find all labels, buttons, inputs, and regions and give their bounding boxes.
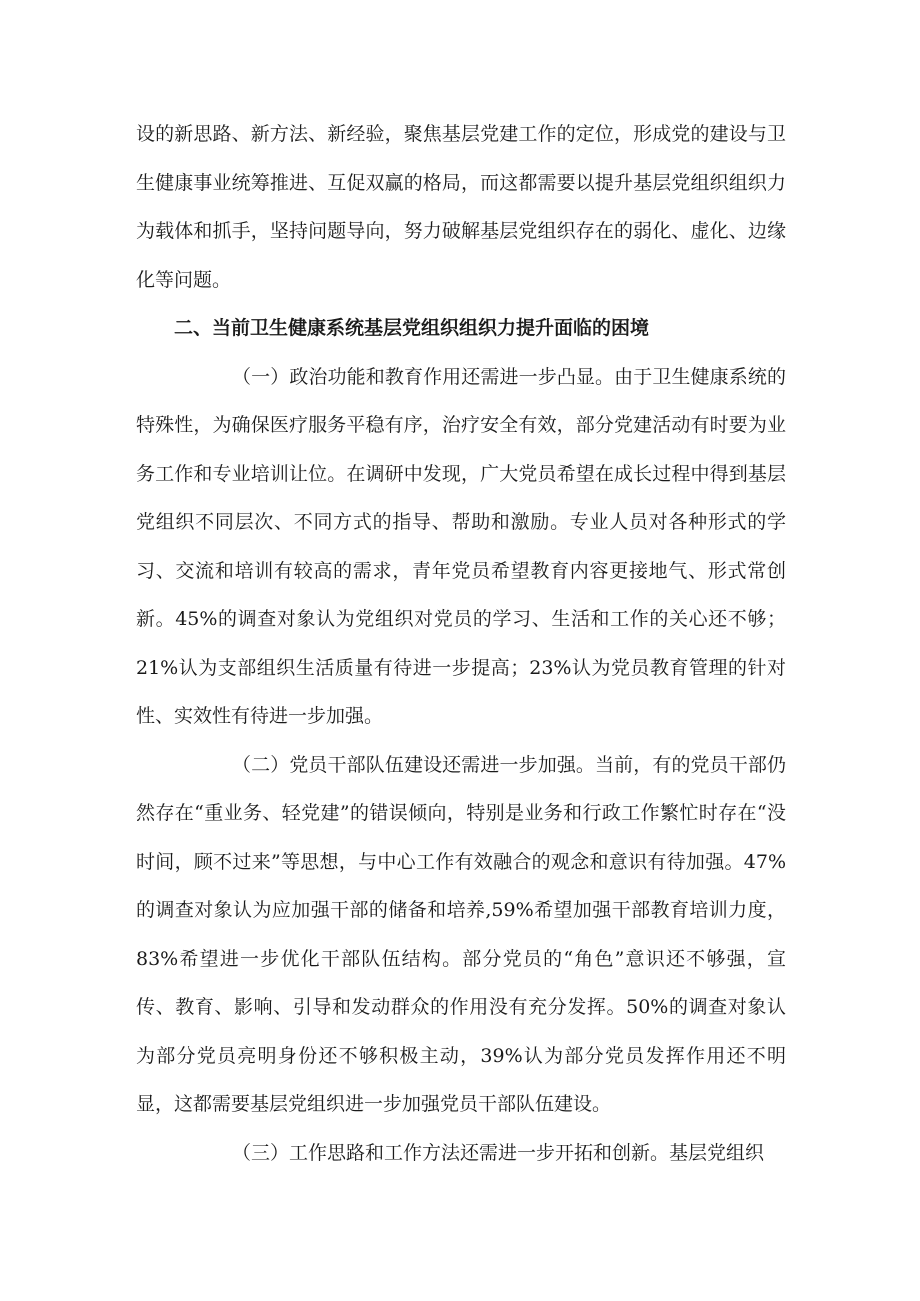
paragraph-work-methods: （三）工作思路和工作方法还需进一步开拓和创新。基层党组织: [232, 1141, 765, 1164]
paragraph-cadre-team: （二）党员干部队伍建设还需进一步加强。当前，有的党员干部仍然存在“重业务、轻党建”的错误倾向，特别是业务和行政工作繁忙时存在“没时间，顾不过来”等思想，与中心工作有效融合的观念和意识有待加强。47%的调查对象认为应加强干部的储备和培养,59%希望加强干部教育培训力度，83%希望进一步优化干部队伍结构。部分党员的“角色”意识还不够强，宣传、教育、影响、引导和发动群众的作用没有充分发挥。50%的调查对象认为部分党员亮明身份还不够积极主动，39%认为部分党员发挥作用还不明显，这都需要基层党组织进一步加强党员干部队伍建设。: [136, 753, 786, 1115]
paragraph-political-function: （一）政治功能和教育作用还需进一步凸显。由于卫生健康系统的特殊性，为确保医疗服务平稳有序，治疗安全有效，部分党建活动有时要为业务工作和专业培训让位。在调研中发现，广大党员希望在成长过程中得到基层党组织不同层次、不同方式的指导、帮助和激励。专业人员对各种形式的学习、交流和培训有较高的需求，青年党员希望教育内容更接地气、形式常创新。45%的调查对象认为党组织对党员的学习、生活和工作的关心还不够；21%认为支部组织生活质量有待进一步提高；23%认为党员教育管理的针对性、实效性有待进一步加强。: [136, 365, 786, 727]
paragraph-continuation: 设的新思路、新方法、新经验，聚焦基层党建工作的定位，形成党的建设与卫生健康事业统筹推进、互促双赢的格局，而这都需要以提升基层党组织组织力为载体和抓手，坚持问题导向，努力破解基层党组织存在的弱化、虚化、边缘化等问题。: [136, 123, 786, 291]
document-body: [136, 110, 786, 1177]
section-heading: 二、当前卫生健康系统基层党组织组织力提升面临的困境: [174, 317, 650, 339]
